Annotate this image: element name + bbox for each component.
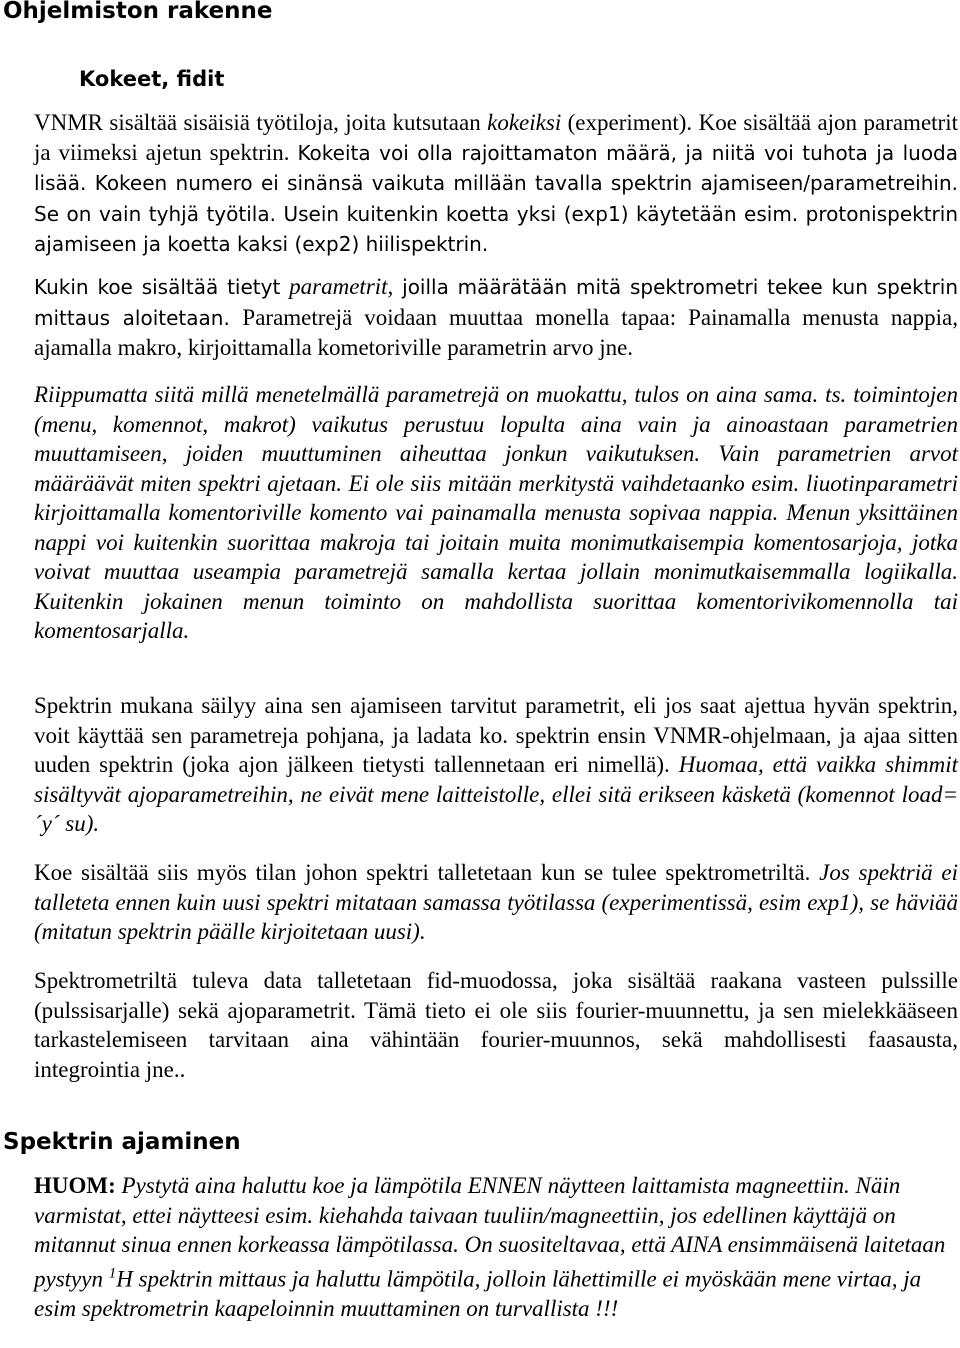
p4-text-a: Spektrin mukana säilyy aina sen ajamiseen tarvitut parametrit, eli jos saat ajettua hyvän spektrin, voit käyttää sen parametreja pohjana, ja ladata ko. spektrin ensin VNMR-ohjelmaan, ja ajaa sitten uuden spektrin (joka ajon jälkeen tietysti tallennetaan eri nimellä). bbox=[34, 693, 958, 777]
paragraph-method-independence bbox=[34, 380, 958, 646]
p3-text-a: Riippumatta siitä millä menetelmällä parametrejä on muokattu, tulos on aina sama. ts. toimintojen (menu, komennot, makrot) vaikutus perustuu lopulta aina vain ja ainoastaan parametrien muuttamiseen, joiden muuttuminen aiheuttaa jonkun vaikutuksen. bbox=[34, 382, 958, 466]
paragraph-spectrum-parameters bbox=[34, 691, 958, 839]
paragraph-storage bbox=[34, 858, 958, 947]
p2-italic-term: parametrit, bbox=[289, 274, 394, 299]
page-title: Ohjelmiston rakenne bbox=[3, 0, 273, 24]
p1-italic-term: kokeiksi bbox=[487, 110, 562, 135]
paragraph-note bbox=[34, 1171, 958, 1323]
p1-text-c: (experiment). Koe sisältää ajon parametrit ja viimeksi ajetun spektrin. bbox=[34, 110, 958, 165]
paragraph-experiments bbox=[34, 108, 958, 260]
paragraph-parameters bbox=[34, 272, 958, 363]
p5-text-a: Koe sisältää siis myös tilan johon spektri talletetaan kun se tulee spektrometriltä. bbox=[34, 860, 820, 885]
p1-text-d: Kokeita voi olla rajoittamaton määrä, ja niitä voi tuhota ja luoda lisää. Kokeen numero ei sinänsä vaikuta millään tavalla spektrin ajamiseen/parametreihin. Se on vain tyhjä työtila. Usein kuitenkin koetta yksi (exp1) käytetään esim. protonispektrin ajamiseen ja koetta kaksi (exp2) hiilispektrin. bbox=[34, 140, 959, 256]
note-label: HUOM: bbox=[34, 1173, 116, 1198]
p5-italic-warning: Jos spektriä ei talleteta ennen kuin uusi spektri mitataan samassa työtilassa (experimentissä, esim exp1), se häviää (mitatun spektrin päälle kirjoitetaan uusi). bbox=[34, 860, 958, 944]
p7-text-a: Pystytä aina haluttu koe ja lämpötila ENNEN näytteen laittamista magneettiin. Näin varmistat, ettei näytteesi esim. kiehahda taivaan tuuliin/magneettiin, jos edellinen käyttäjä on mitannut sinua ennen korkeassa lämpötilassa. On suositeltavaa, että AINA ensimmäisenä laitetaan pystyyn bbox=[34, 1173, 946, 1292]
p2-text-a: Kukin koe sisältää tietyt bbox=[34, 275, 290, 299]
p7-text-b: H spektrin mittaus ja haluttu lämpötila, jolloin lähettimille ei myöskään mene virtaa, ja esim spektrometrin kaapeloinnin muuttaminen on turvallista !!! bbox=[34, 1266, 922, 1321]
p2-text-d: Parametrejä voidaan muuttaa monella tapaa: Painamalla menusta nappia, ajamalla makro, kirjoittamalla kometoriville parametrin arvo jne. bbox=[34, 304, 958, 360]
section-title-spectrum-running: Spektrin ajaminen bbox=[3, 1129, 241, 1155]
p6-text-a: Spektrometriltä tuleva data talletetaan fid-muodossa, joka sisältää raakana vasteen pulssille (pulssisarjalle) sekä ajoparametrit. Tämä tieto ei ole siis fourier-muunnettu, ja sen mielekkääseen tarkastelemiseen tarvitaan aina vähintään fourier-muunnos, sekä mahdollisesti faasausta, integrointia jne.. bbox=[34, 968, 958, 1082]
section-subtitle: Kokeet, fidit bbox=[79, 67, 225, 91]
p4-italic-note: Huomaa, että vaikka shimmit sisältyvät ajoparametreihin, ne eivät mene laitteistolle, ellei sitä erikseen käsketä (komennot load=´y´ su). bbox=[34, 752, 958, 836]
p2-text-c: joilla määrätään mitä spektrometri tekee kun spektrin mittaus aloitetaan. bbox=[34, 275, 959, 330]
paragraph-fid bbox=[34, 966, 958, 1084]
p1-text-a: VNMR sisältää sisäisiä työtiloja, joita kutsutaan bbox=[34, 110, 488, 135]
p3-text-b: Vain parametrien arvot määräävät miten spektri ajetaan. Ei ole siis mitään merkitystä vaihdetaanko esim. liuotinparametri kirjoittamalla komentoriville komento vai painamalla menusta sopivaa nappia. Menun yksittäinen nappi voi kuitenkin suorittaa makroja tai joitain muita monimutkaisempia komentosarjoja, jotka voivat muuttaa useampia parametrejä samalla kertaa jollain monimutkaisemmalla logiikalla. Kuitenkin jokainen menun toiminto on mahdollista suorittaa komentorivikomennolla tai komentosarjalla. bbox=[34, 441, 958, 643]
p7-superscript: 1 bbox=[108, 1265, 117, 1282]
